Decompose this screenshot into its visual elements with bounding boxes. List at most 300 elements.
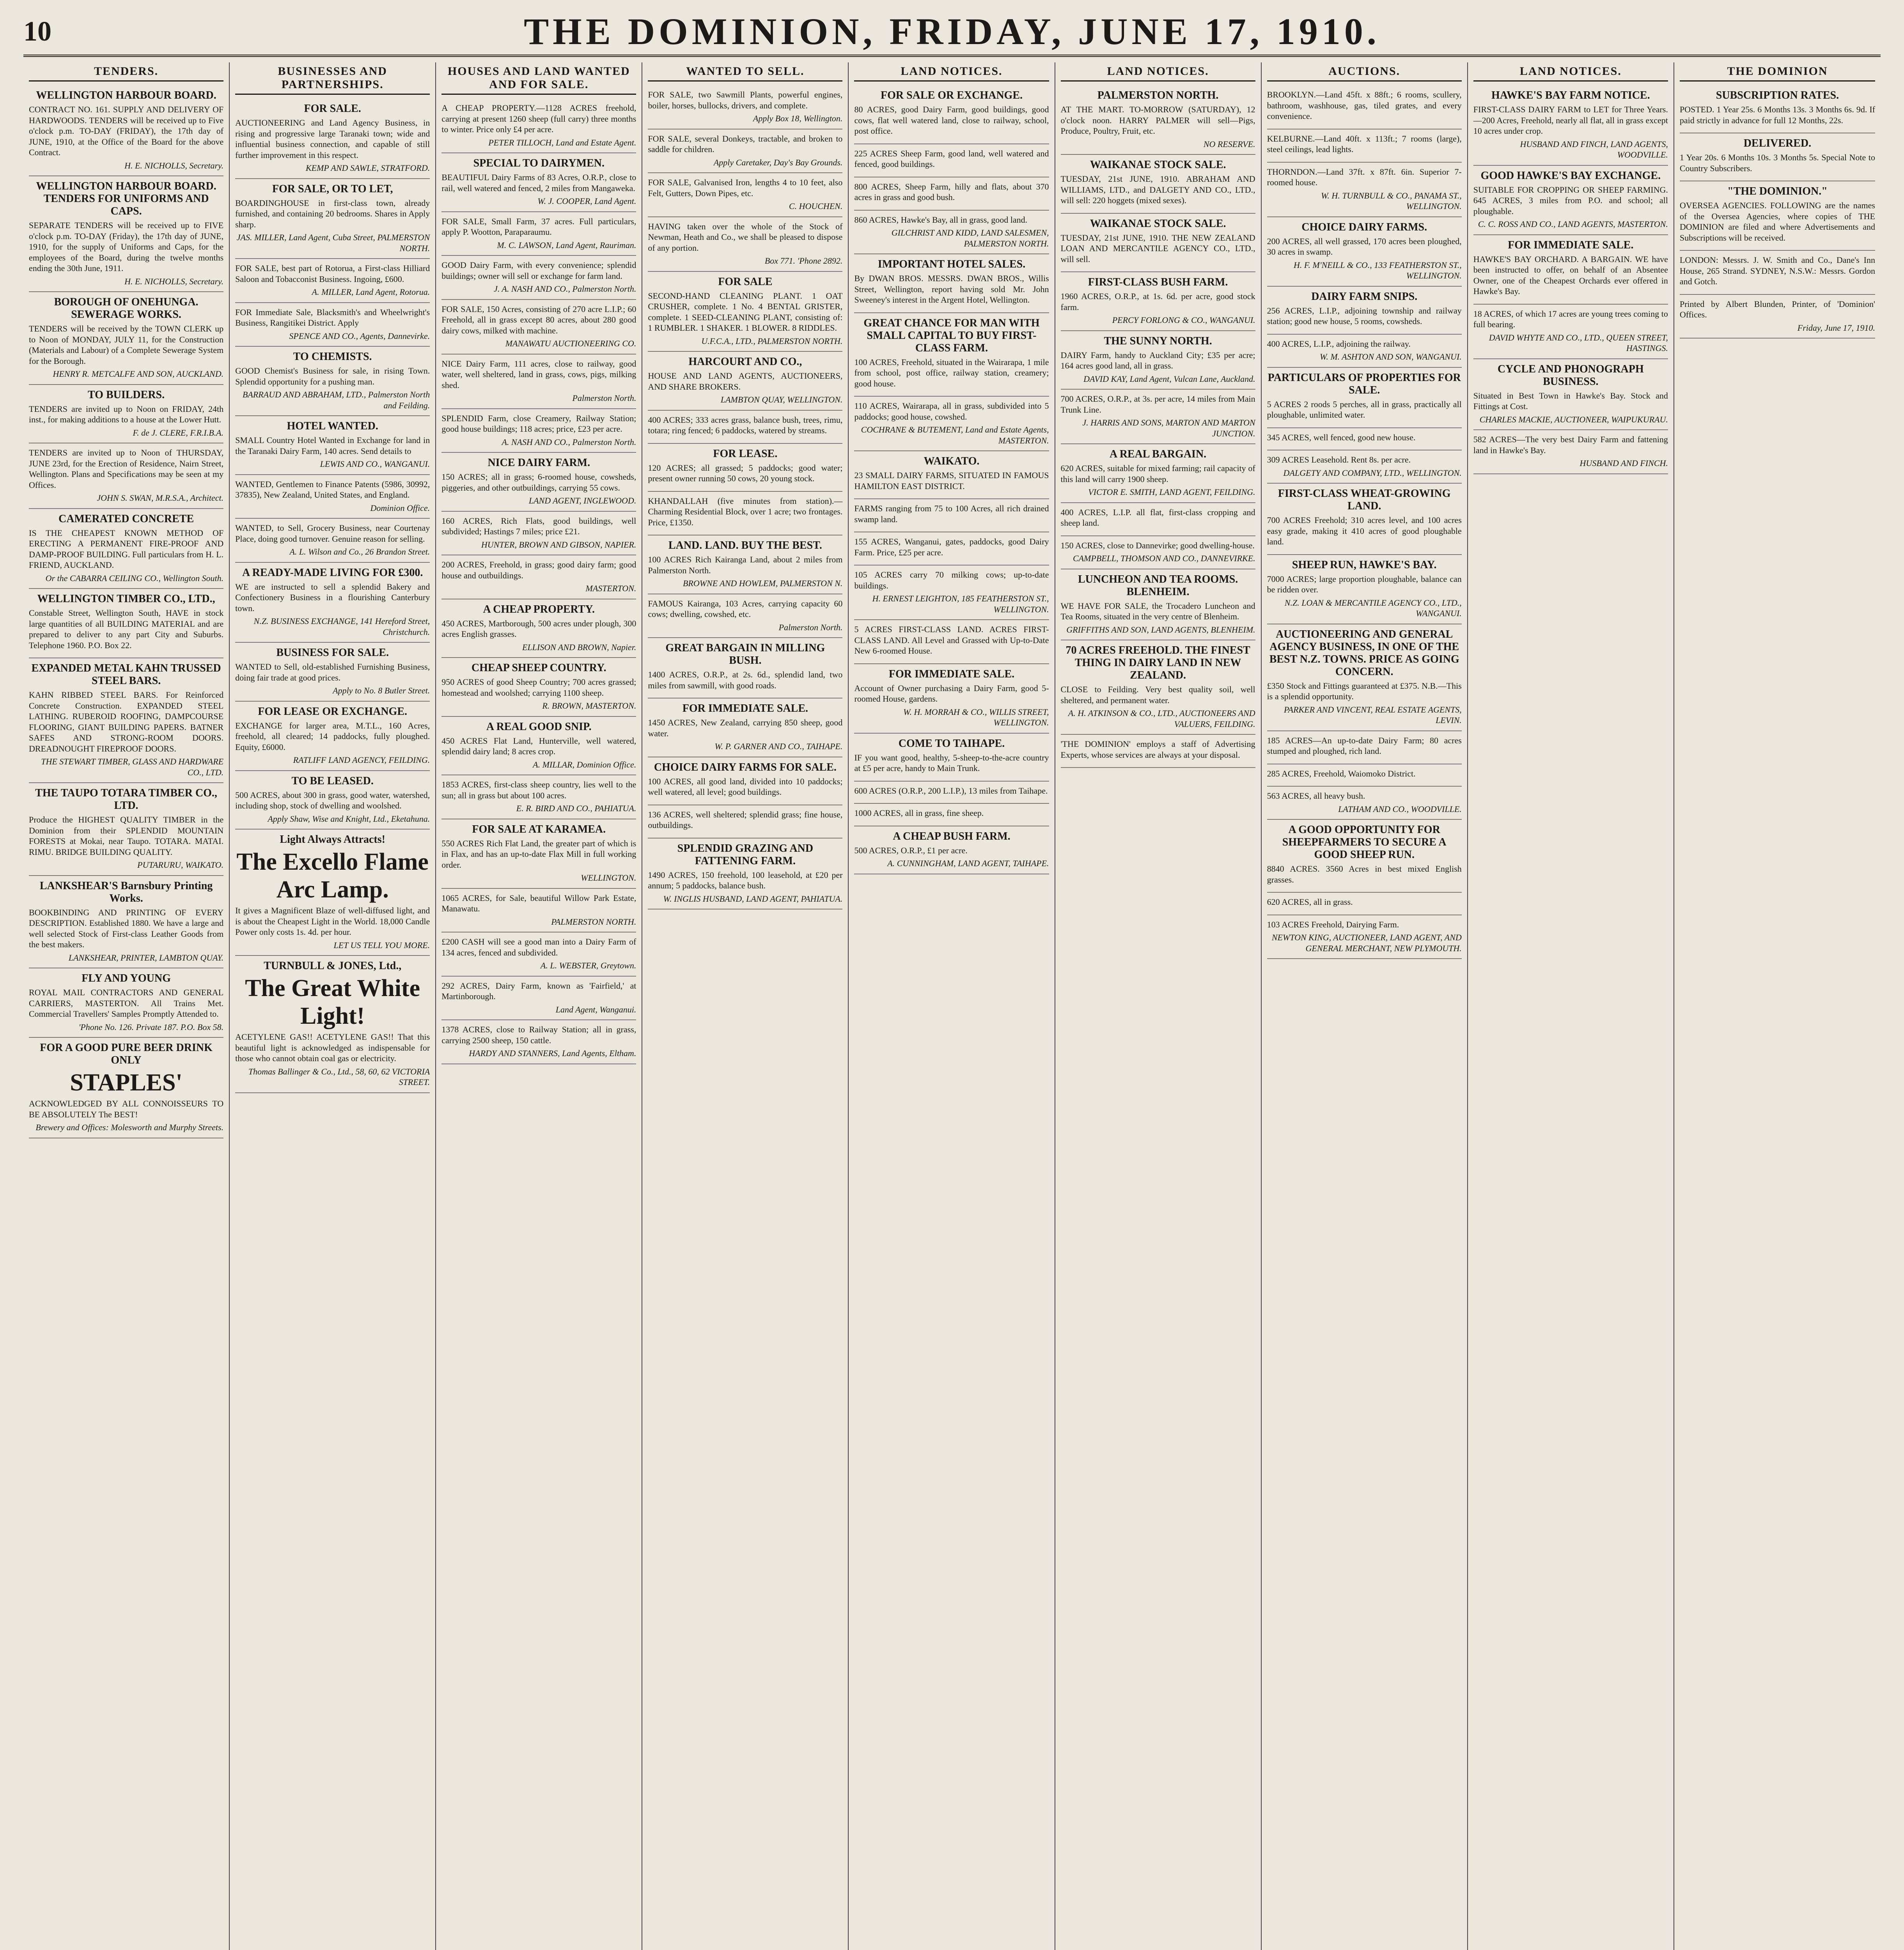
- ad-heading: TO BUILDERS.: [88, 388, 165, 401]
- ad-body: SMALL Country Hotel Wanted in Exchange for land in the Taranaki Dairy Farm, 140 acres. Send details to: [235, 435, 430, 456]
- ad-heading: FIRST-CLASS BUSH FARM.: [1088, 276, 1228, 288]
- advertisement: [1061, 331, 1255, 390]
- ad-body: FOR Immediate Sale, Blacksmith's and Wheelwright's Business, Rangitikei District. Apply: [235, 307, 430, 328]
- ad-signature: W. H. TURNBULL & CO., PANAMA ST., WELLINGTON.: [1321, 190, 1462, 211]
- ad-body: FOR SALE, Small Farm, 37 acres. Full particulars, apply P. Wootton, Paraparaumu.: [441, 216, 636, 237]
- ad-signature: W. P. GARNER AND CO., TAIHAPE.: [714, 741, 843, 751]
- ad-body: EXCHANGE for larger area, M.T.L., 160 Acres, freehold, all cleared; 14 paddocks, fully ploughed. Equity, £6000.: [235, 720, 430, 752]
- ad-heading: FOR A GOOD PURE BEER DRINK ONLY: [40, 1042, 213, 1066]
- ad-body: 155 ACRES, Wanganui, gates, paddocks, good Dairy Farm. Price, £25 per acre.: [854, 537, 1049, 557]
- ad-body: 150 ACRES, close to Dannevirke; good dwelling-house.: [1060, 540, 1255, 550]
- ad-heading: LUNCHEON AND TEA ROOMS. BLENHEIM.: [1078, 573, 1238, 598]
- ad-signature: Apply Box 18, Wellington.: [753, 113, 843, 123]
- advertisement: [854, 177, 1049, 211]
- ad-body: SECOND-HAND CLEANING PLANT. 1 OAT CRUSHER, complete. 1 No. 4 BENTAL GRISTER, complete. 1 SEED-CLEANING PLANT, consisting of: 1 RUMBLER. 1 SHAKER. 1 BLOWER. 8 RIDDLES.: [648, 291, 843, 333]
- advertisement: [29, 783, 223, 876]
- ad-heading: CHOICE DAIRY FARMS.: [1301, 221, 1427, 233]
- advertisement: [1267, 893, 1462, 915]
- ad-body: 8840 ACRES. 3560 Acres in best mixed English grasses.: [1267, 864, 1462, 885]
- ad-signature: NEWTON KING, AUCTIONEER, LAND AGENT, AND GENERAL MERCHANT, NEW PLYMOUTH.: [1271, 932, 1462, 953]
- advertisement: [854, 451, 1049, 499]
- ad-signature: Apply Shaw, Wise and Knight, Ltd., Eketahuna.: [268, 814, 430, 824]
- ad-signature: A. MILLAR, Dominion Office.: [533, 759, 636, 769]
- ad-body: 400 ACRES, L.I.P. all flat, first-class cropping and sheep land.: [1060, 507, 1255, 528]
- advertisement: [235, 771, 430, 830]
- ad-heading: FLY AND YOUNG: [82, 972, 171, 984]
- ad-signature: Brewery and Offices: Molesworth and Murphy Streets.: [35, 1122, 224, 1132]
- column-heading: THE DOMINION: [1680, 62, 1875, 82]
- ad-signature: COCHRANE & BUTEMENT, Land and Estate Agents, MASTERTON.: [861, 425, 1049, 445]
- advertisement: [235, 519, 430, 563]
- ad-signature: Or the CABARRA CEILING CO., Wellington South.: [45, 573, 224, 583]
- ad-heading: THE TAUPO TOTARA TIMBER CO., LTD.: [35, 787, 217, 812]
- ad-body: Produce the HIGHEST QUALITY TIMBER in the Dominion from their SPLENDID MOUNTAIN FORESTS at Mokai, near Taupo. TOTARA. MATAI. RIMU. BRIDGE BUILDING QUALITY.: [29, 815, 224, 857]
- ad-heading: LANKSHEAR'S Barnsbury Printing Works.: [39, 879, 213, 904]
- ad-heading: Light Always Attracts!: [280, 833, 385, 846]
- advertisement: [648, 352, 842, 411]
- ad-signature: Thomas Ballinger & Co., Ltd., 58, 60, 62 VICTORIA STREET.: [248, 1066, 430, 1087]
- ad-body: ACETYLENE GAS!! ACETYLENE GAS!! That this beautiful light is acknowledged as indispensable for those who cannot obtain coal gas or electricity.: [235, 1032, 430, 1063]
- ad-body: BROOKLYN.—Land 45ft. x 88ft.; 6 rooms, scullery, bathroom, washhouse, gas, tiled grates, and every convenience.: [1267, 90, 1462, 121]
- masthead: [23, 8, 1881, 57]
- ad-heading: IMPORTANT HOTEL SALES.: [878, 258, 1026, 270]
- ad-signature: W. H. MORRAH & CO., WILLIS STREET, WELLINGTON.: [903, 707, 1049, 727]
- ad-signature: PARKER AND VINCENT, REAL ESTATE AGENTS, LEVIN.: [1284, 704, 1462, 725]
- ad-heading: SUBSCRIPTION RATES.: [1716, 89, 1839, 101]
- ad-body: 500 ACRES, about 300 in grass, good water, watershed, including shop, stock of dwelling and woolshed.: [235, 790, 430, 810]
- advertisement: [1061, 390, 1255, 444]
- ad-heading: A READY-MADE LIVING FOR £300.: [242, 566, 423, 579]
- advertisement: [1267, 555, 1462, 624]
- advertisement: [1061, 640, 1255, 735]
- ad-signature: BROWNE AND HOWLEM, PALMERSTON N.: [683, 578, 843, 588]
- advertisement: [441, 453, 636, 512]
- advertisement: [1680, 181, 1875, 251]
- advertisement: [29, 85, 223, 176]
- ad-signature: LAND AGENT, INGLEWOOD.: [528, 496, 636, 505]
- ad-body: HAWKE'S BAY ORCHARD. A BARGAIN. WE have been instructed to offer, on behalf of an Absentee Owner, one of the Cheapest Orchards ever offered in Hawke's Bay.: [1473, 254, 1668, 296]
- ad-signature: A. CUNNINGHAM, LAND AGENT, TAIHAPE.: [887, 858, 1049, 868]
- ad-signature: W. INGLIS HUSBAND, LAND AGENT, PAHIATUA.: [663, 893, 843, 904]
- ad-body: By DWAN BROS. MESSRS. DWAN BROS., Willis Street, Wellington, report having sold Mr. John Sweeney's interest in the Argent Hotel, Wellington.: [854, 273, 1049, 305]
- advertisement: [648, 173, 842, 217]
- ad-signature: Palmerston North.: [572, 393, 636, 403]
- ad-body: WE are instructed to sell a splendid Bakery and Confectionery Business in a flourishing Canterbury town.: [235, 581, 430, 613]
- ad-body: 450 ACRES, Martborough, 500 acres under plough, 300 acres English grasses.: [441, 618, 636, 639]
- ad-body: Account of Owner purchasing a Dairy Farm, good 5-roomed House, gardens.: [854, 683, 1049, 704]
- ad-body: 105 ACRES carry 70 milking cows; up-to-date buildings.: [854, 570, 1049, 590]
- advertisement: [854, 85, 1049, 144]
- advertisement: [1473, 85, 1668, 166]
- ad-heading: CYCLE AND PHONOGRAPH BUSINESS.: [1497, 363, 1644, 388]
- advertisement: [648, 411, 842, 444]
- advertisement: [29, 1038, 223, 1138]
- ad-signature: H. F. M'NEILL & CO., 133 FEATHERSTON ST., WELLINGTON.: [1294, 260, 1462, 280]
- advertisement: [441, 300, 636, 355]
- ad-heading: PALMERSTON NORTH.: [1097, 89, 1219, 101]
- ad-body: 23 SMALL DAIRY FARMS, SITUATED IN FAMOUS HAMILTON EAST DISTRICT.: [854, 470, 1049, 491]
- ad-body: 103 ACRES Freehold, Dairying Farm.: [1267, 919, 1399, 929]
- ad-body: 185 ACRES—An up-to-date Dairy Farm; 80 acres stumped and ploughed, rich land.: [1267, 735, 1462, 756]
- ad-body: HOUSE AND LAND AGENTS, AUCTIONEERS, AND SHARE BROKERS.: [648, 371, 843, 392]
- ad-signature: H. E. NICHOLLS, Secretary.: [124, 276, 224, 286]
- ad-signature: LATHAM AND CO., WOODVILLE.: [1338, 804, 1462, 814]
- advertisement: [29, 292, 223, 385]
- ad-heading: LAND. LAND. BUY THE BEST.: [668, 539, 822, 551]
- ad-signature: LANKSHEAR, PRINTER, LAMBTON QUAY.: [68, 952, 224, 963]
- ad-signature: J. A. NASH AND CO., Palmerston North.: [494, 284, 636, 294]
- advertisement: [235, 416, 430, 475]
- advertisement: [441, 775, 636, 819]
- ad-body: WANTED, Gentlemen to Finance Patents (5986, 30992, 37835), New Zealand, United States, and England.: [235, 479, 430, 500]
- ad-body: £200 CASH will see a good man into a Dairy Farm of 134 acres, fenced and subdivided.: [441, 937, 636, 957]
- ad-body: 200 ACRES, all well grassed, 170 acres been ploughed, 30 acres in swamp.: [1267, 236, 1462, 257]
- advertisement: [1473, 235, 1668, 305]
- column-6: [1055, 62, 1262, 1950]
- ad-heading: A CHEAP PROPERTY.: [483, 603, 595, 615]
- advertisement: [1267, 820, 1462, 893]
- ad-heading: WAIKANAE STOCK SALE.: [1090, 217, 1226, 230]
- ad-heading: HOTEL WANTED.: [287, 420, 378, 432]
- ad-signature: DAVID WHYTE AND CO., LTD., QUEEN STREET, HASTINGS.: [1489, 332, 1668, 353]
- ad-signature: HENRY R. METCALFE AND SON, AUCKLAND.: [53, 369, 224, 379]
- advertisement: [29, 876, 223, 969]
- ad-heading: WELLINGTON HARBOUR BOARD.: [36, 89, 216, 101]
- column-1: [23, 62, 230, 1950]
- advertisement: [854, 144, 1049, 177]
- ad-heading: A REAL BARGAIN.: [1110, 448, 1207, 460]
- ad-body: BOOKBINDING AND PRINTING OF EVERY DESCRIPTION. Established 1880. We have a large and well selected Stock of First-class Leather Goods from the best makers.: [29, 907, 224, 949]
- ad-body: TENDERS are invited up to Noon of THURSDAY, JUNE 23rd, for the Erection of Residence, Nairn Street, Wellington. Plans and Specifications may be seen at my Offices.: [29, 448, 224, 490]
- advertisement: [235, 99, 430, 179]
- ad-body: 80 ACRES, good Dairy Farm, good buildings, good cows, flat well watered land, close to railway, school, post office.: [854, 105, 1049, 136]
- ad-signature: R. BROWN, MASTERTON.: [542, 701, 636, 711]
- ad-heading: "THE DOMINION.": [1727, 185, 1828, 197]
- advertisement: [854, 620, 1049, 664]
- ad-body: OVERSEA AGENCIES. FOLLOWING are the names of the Oversea Agencies, where copies of THE DOMINION are filed and where Advertisements and Subscriptions will be received.: [1679, 200, 1875, 243]
- ad-signature: SPENCE AND CO., Agents, Dannevirke.: [289, 331, 430, 341]
- advertisement: [235, 303, 430, 347]
- column-2: [230, 62, 436, 1950]
- ad-body: TENDERS are invited up to Noon on FRIDAY, 24th inst., for making additions to a house at the Lower Hutt.: [29, 404, 224, 424]
- advertisement: [1061, 85, 1255, 155]
- ad-body: FOR SALE, Galvanised Iron, lengths 4 to 10 feet, also Felt, Gutters, Down Pipes, etc.: [648, 177, 843, 198]
- ad-heading: FOR IMMEDIATE SALE.: [888, 668, 1015, 680]
- ad-body: BEAUTIFUL Dairy Farms of 83 Acres, O.R.P., close to rail, well watered and fenced, 2 miles from Mangaweka.: [441, 172, 636, 193]
- advertisement: [441, 355, 636, 409]
- ad-heading: GOOD HAWKE'S BAY EXCHANGE.: [1480, 169, 1661, 182]
- ad-signature: HUSBAND AND FINCH, LAND AGENTS, WOODVILLE.: [1520, 139, 1668, 160]
- ad-body: 285 ACRES, Freehold, Waiomoko District.: [1267, 768, 1416, 778]
- advertisement: [648, 129, 842, 174]
- ad-heading: FOR SALE AT KARAMEA.: [472, 823, 606, 835]
- column-grid: [23, 62, 1881, 1950]
- ad-heading: WELLINGTON TIMBER CO., LTD.,: [37, 593, 215, 605]
- ad-body: 18 ACRES, of which 17 acres are young trees coming to full bearing.: [1473, 308, 1668, 329]
- column-heading: TENDERS.: [29, 62, 223, 82]
- advertisement: [648, 838, 842, 910]
- ad-signature: THE STEWART TIMBER, GLASS AND HARDWARE CO., LTD.: [41, 757, 224, 777]
- ad-body: 120 ACRES; all grassed; 5 paddocks; good water; present owner running 50 cows, 20 young stock.: [648, 463, 843, 483]
- advertisement: [235, 179, 430, 259]
- ad-heading: A CHEAP BUSH FARM.: [893, 830, 1011, 842]
- advertisement: [441, 599, 636, 658]
- column-heading: LAND NOTICES.: [854, 62, 1049, 82]
- ad-body: AT THE MART. TO-MORROW (SATURDAY), 12 o'clock noon. HARRY PALMER will sell—Pigs, Produce, Poultry, Fruit, etc.: [1060, 105, 1255, 136]
- advertisement: [854, 313, 1049, 397]
- ad-signature: DAVID KAY, Land Agent, Vulcan Lane, Auckland.: [1083, 374, 1255, 384]
- ad-heading: CHEAP SHEEP COUNTRY.: [471, 662, 606, 674]
- advertisement: [441, 658, 636, 717]
- page-number: 10: [23, 15, 51, 47]
- ad-signature: GILCHRIST AND KIDD, LAND SALESMEN, PALMERSTON NORTH.: [891, 228, 1049, 248]
- ad-signature: JOHN S. SWAN, M.R.S.A., Architect.: [97, 493, 224, 503]
- ad-signature: PERCY FORLONG & CO., WANGANUI.: [1112, 315, 1255, 325]
- ad-signature: DALGETY AND COMPANY, LTD., WELLINGTON.: [1283, 468, 1462, 478]
- ad-body: 620 ACRES, suitable for mixed farming; rail capacity of this land will carry 1900 sheep.: [1060, 463, 1255, 484]
- ad-body: 800 ACRES, Sheep Farm, hilly and flats, about 370 acres in grass and good bush.: [854, 181, 1049, 202]
- ad-heading: WAIKATO.: [924, 455, 980, 467]
- ad-heading: FOR IMMEDIATE SALE.: [682, 702, 808, 714]
- ad-body: GOOD Chemist's Business for sale, in rising Town. Splendid opportunity for a pushing man.: [235, 366, 430, 386]
- advertisement: [1473, 430, 1668, 474]
- ad-heading: HAWKE'S BAY FARM NOTICE.: [1491, 89, 1650, 101]
- ad-body: TUESDAY, 21st JUNE, 1910. ABRAHAM AND WILLIAMS, LTD., and DALGETY AND CO., LTD., will sell: 220 hoggets (mixed sexes).: [1060, 174, 1255, 205]
- advertisement: [235, 643, 430, 702]
- ad-signature: A. H. ATKINSON & CO., LTD., AUCTIONEERS AND VALUERS, FEILDING.: [1068, 708, 1255, 729]
- advertisement: [1680, 251, 1875, 295]
- advertisement: [648, 535, 842, 594]
- ad-body: 309 ACRES Leasehold. Rent 8s. per acre.: [1267, 455, 1411, 464]
- ad-body: Constable Street, Wellington South, HAVE in stock large quantities of all BUILDING MATERIAL and are prepared to deliver to any part City and Suburbs. Telephone 1960. P.O. Box 22.: [29, 608, 224, 650]
- ad-signature: Dominion Office.: [370, 503, 430, 513]
- ad-body: LONDON: Messrs. J. W. Smith and Co., Dane's Inn House, 265 Strand. SYDNEY, N.S.W.: Messrs. Gordon and Gotch.: [1679, 255, 1875, 286]
- advertisement: [441, 512, 636, 556]
- ad-body: TENDERS will be received by the TOWN CLERK up to Noon of MONDAY, JULY 11, for the Construction (Materials and Labour) of a Complete Sewerage System for the Borough.: [29, 324, 224, 366]
- ad-body: KELBURNE.—Land 40ft. x 113ft.; 7 rooms (large), steel ceilings, lead lights.: [1267, 133, 1462, 154]
- column-3: [436, 62, 642, 1950]
- ad-body: 100 ACRES Rich Kairanga Land, about 2 miles from Palmerston North.: [648, 555, 843, 575]
- ad-heading: FOR SALE.: [304, 103, 361, 115]
- ad-body: ACKNOWLEDGED BY ALL CONNOISSEURS TO BE ABSOLUTELY The BEST!: [29, 1099, 224, 1119]
- ad-signature: LEWIS AND CO., WANGANUI.: [320, 459, 430, 469]
- ad-body: FOR SALE, two Sawmill Plants, powerful engines, boiler, horses, bullocks, drivers, and complete.: [648, 90, 843, 110]
- ad-body: 'THE DOMINION' employs a staff of Advertising Experts, whose services are always at your disposal.: [1060, 739, 1255, 760]
- ad-body: 582 ACRES—The very best Dairy Farm and fattening land in Hawke's Bay.: [1473, 434, 1668, 455]
- advertisement: [1267, 764, 1462, 787]
- ad-body: 1490 ACRES, 150 freehold, 100 leasehold, at £20 per annum; 5 paddocks, balance bush.: [648, 870, 843, 890]
- ad-body: SUITABLE FOR CROPPING OR SHEEP FARMING. 645 ACRES, 3 miles from P.O. and school; all ploughable.: [1473, 184, 1668, 216]
- ad-body: 1 Year 20s. 6 Months 10s. 3 Months 5s. Special Note to Country Subscribers.: [1679, 152, 1875, 173]
- ad-body: 1400 ACRES, O.R.P., at 2s. 6d., splendid land, two miles from sawmill, with good roads.: [648, 670, 843, 690]
- ad-signature: HUSBAND AND FINCH.: [1580, 458, 1668, 468]
- advertisement: [648, 594, 842, 638]
- advertisement: [29, 658, 223, 783]
- ad-body: 200 ACRES, Freehold, in grass; good dairy farm; good house and outbuildings.: [441, 560, 636, 580]
- ad-heading: FIRST-CLASS WHEAT-GROWING LAND.: [1278, 488, 1451, 512]
- ad-signature: F. de J. CLERE, F.R.I.B.A.: [133, 427, 224, 438]
- ad-body: 400 ACRES, L.I.P., adjoining the railway.: [1267, 339, 1411, 349]
- ad-signature: A. MILLER, Land Agent, Rotorua.: [312, 287, 430, 297]
- advertisement: [235, 259, 430, 303]
- advertisement: [648, 638, 842, 698]
- ad-body: WANTED, to Sell, Grocery Business, near Courtenay Place, doing good turnover. Genuine reason for selling.: [235, 523, 430, 544]
- ad-body: 345 ACRES, well fenced, good new house.: [1267, 432, 1416, 442]
- ad-body: IF you want good, healthy, 5-sheep-to-the-acre country at £5 per acre, handy to Main Trunk.: [854, 752, 1049, 773]
- advertisement: [235, 702, 430, 771]
- ad-signature: U.F.C.A., LTD., PALMERSTON NORTH.: [701, 336, 843, 346]
- advertisement: [29, 589, 223, 658]
- advertisement: [648, 805, 842, 838]
- ad-body: Situated in Best Town in Hawke's Bay. Stock and Fittings at Cost.: [1473, 390, 1668, 411]
- ad-body: 292 ACRES, Dairy Farm, known as 'Fairfield,' at Martinborough.: [441, 980, 636, 1001]
- ad-body: WANTED to Sell, old-established Furnishing Business, doing fair trade at good prices.: [235, 662, 430, 682]
- ad-body: 5 ACRES FIRST-CLASS LAND. ACRES FIRST-CLASS LAND. All Level and Grassed with Up-to-Date New 6-roomed House.: [854, 624, 1049, 656]
- advertisement: [1061, 503, 1255, 536]
- ad-body: TUESDAY, 21st JUNE, 1910. THE NEW ZEALAND LOAN AND MERCANTILE AGENCY CO., LTD., will sell.: [1060, 232, 1255, 264]
- ad-body: FOR SALE, 150 Acres, consisting of 270 acre L.I.P.; 60 Freehold, all in grass except 80 acres, about 280 good dairy cows, milked with machine.: [441, 304, 636, 335]
- column-heading: BUSINESSES AND PARTNERSHIPS.: [235, 62, 430, 95]
- ad-body: NICE Dairy Farm, 111 acres, close to railway, good water, well sheltered, land in grass, cows, pigs, milking shed.: [441, 358, 636, 390]
- advertisement: [1267, 163, 1462, 217]
- ad-body: SEPARATE TENDERS will be received up to FIVE o'clock p.m. TO-DAY (Friday), the 17th day of JUNE, 1910, for the supply of Uniforms and Caps, for the employees of the Board, during the twelve months ending the 30th June, 1911.: [29, 220, 224, 273]
- ad-body: 620 ACRES, all in grass.: [1267, 897, 1353, 907]
- ad-body: KHANDALLAH (five minutes from station).—Charming Residential Block, over 1 acre; two frontages. Price, £1350.: [648, 496, 843, 527]
- ad-body: ROYAL MAIL CONTRACTORS AND GENERAL CARRIERS, MASTERTON. All Trains Met. Commercial Travellers' Samples Promptly Attended to.: [29, 987, 224, 1019]
- ad-signature: W. J. COOPER, Land Agent.: [537, 196, 636, 206]
- ad-body: It gives a Magnificent Blaze of well-diffused light, and is about the Cheapest Light in the World. 18,000 Candle Power only costs 1s. 4d. per hour.: [235, 906, 430, 937]
- ad-body: £350 Stock and Fittings guaranteed at £375. N.B.—This is a splendid opportunity.: [1267, 681, 1462, 701]
- ad-body: FAMOUS Kairanga, 103 Acres, carrying capacity 60 cows; dwelling, cowshed, etc.: [648, 598, 843, 619]
- ad-body: GOOD Dairy Farm, with every convenience; splendid buildings; owner will sell or exchange for farm land.: [441, 260, 636, 281]
- column-heading: WANTED TO SELL.: [648, 62, 842, 82]
- advertisement: [235, 475, 430, 519]
- ad-signature: KEMP AND SAWLE, STRATFORD.: [305, 163, 430, 173]
- advertisement: [1061, 536, 1255, 569]
- ad-signature: BARRAUD AND ABRAHAM, LTD., Palmerston North and Feilding.: [242, 390, 430, 410]
- ad-signature: PALMERSTON NORTH.: [551, 916, 636, 927]
- ad-body: 1000 ACRES, all in grass, fine sheep.: [854, 808, 984, 818]
- advertisement: [29, 443, 223, 509]
- ad-heading: EXPANDED METAL KAHN TRUSSED STEEL BARS.: [31, 662, 221, 687]
- ad-heading: WAIKANAE STOCK SALE.: [1090, 159, 1226, 171]
- ad-body: 110 ACRES, Wairarapa, all in grass, subdivided into 5 paddocks; good house, cowshed.: [854, 401, 1049, 422]
- ad-heading: COME TO TAIHAPE.: [898, 737, 1005, 750]
- advertisement: [1267, 368, 1462, 428]
- ad-signature: Box 771. 'Phone 2892.: [764, 256, 843, 266]
- advertisement: [854, 782, 1049, 804]
- ad-heading: GREAT BARGAIN IN MILLING BUSH.: [665, 642, 825, 667]
- column-4: [642, 62, 849, 1950]
- advertisement: [441, 555, 636, 599]
- advertisement: [854, 664, 1049, 734]
- column-7: [1262, 62, 1468, 1950]
- column-9: [1674, 62, 1881, 1950]
- advertisement: [1267, 129, 1462, 163]
- ad-signature: MASTERTON.: [585, 583, 636, 593]
- ad-signature: E. R. BIRD AND CO., PAHIATUA.: [516, 803, 636, 813]
- ad-signature: Apply Caretaker, Day's Bay Grounds.: [713, 157, 843, 167]
- ad-signature: H. E. NICHOLLS, Secretary.: [124, 160, 224, 170]
- ad-body: Printed by Albert Blunden, Printer, of 'Dominion' Offices.: [1679, 299, 1875, 319]
- advertisement: [441, 1020, 636, 1064]
- advertisement: [235, 956, 430, 1093]
- ad-signature: A. NASH AND CO., Palmerston North.: [502, 437, 636, 447]
- ad-body: 7000 ACRES; large proportion ploughable, balance can be ridden over.: [1267, 574, 1462, 594]
- column-heading: AUCTIONS.: [1267, 62, 1462, 82]
- ad-body: IS THE CHEAPEST KNOWN METHOD OF ERECTING A PERMANENT FIRE-PROOF AND DAMP-PROOF BUILDING. Full particulars from H. L. FRIEND, AUCKLAND.: [29, 528, 224, 570]
- ad-signature: HUNTER, BROWN AND GIBSON, NAPIER.: [481, 539, 636, 550]
- advertisement: [1473, 305, 1668, 359]
- ad-signature: Land Agent, Wanganui.: [555, 1004, 636, 1014]
- ad-signature: CHARLES MACKIE, AUCTIONEER, WAIPUKURAU.: [1479, 414, 1668, 424]
- advertisement: [1680, 133, 1875, 181]
- ad-body: 563 ACRES, all heavy bush.: [1267, 791, 1365, 801]
- ad-heading: DELIVERED.: [1743, 137, 1812, 149]
- ad-signature: LET US TELL YOU MORE.: [333, 940, 430, 950]
- ad-body: 225 ACRES Sheep Farm, good land, well watered and fenced, good buildings.: [854, 148, 1049, 169]
- advertisement: [854, 734, 1049, 782]
- ad-signature: C. HOUCHEN.: [789, 201, 843, 211]
- advertisement: [441, 932, 636, 977]
- advertisement: [1473, 359, 1668, 431]
- ad-heading: FOR LEASE OR EXCHANGE.: [258, 705, 408, 718]
- ad-heading: CHOICE DAIRY FARMS FOR SALE.: [654, 761, 837, 773]
- ad-body: 256 ACRES, L.I.P., adjoining township and railway station; good new house, 5 rooms, cowsheds.: [1267, 305, 1462, 326]
- ad-body: POSTED. 1 Year 25s. 6 Months 13s. 3 Months 6s. 9d. If paid strictly in advance for full 12 Months, 22s.: [1679, 105, 1875, 125]
- advertisement: [441, 977, 636, 1021]
- advertisement: [235, 563, 430, 643]
- ad-signature: 'Phone No. 126. Private 187. P.O. Box 58.: [78, 1022, 224, 1032]
- ad-signature: WELLINGTON.: [581, 873, 636, 883]
- advertisement: [441, 212, 636, 256]
- advertisement: [648, 444, 842, 492]
- ad-body: 600 ACRES (O.R.P., 200 L.I.P.), 13 miles from Taihape.: [854, 785, 1048, 796]
- ad-body: 1960 ACRES, O.R.P., at 1s. 6d. per acre, good stock farm.: [1060, 291, 1255, 312]
- advertisement: [854, 826, 1049, 874]
- ad-heading: A GOOD OPPORTUNITY FOR SHEEPFARMERS TO SECURE A GOOD SHEEP RUN.: [1282, 824, 1447, 861]
- advertisement: [648, 85, 842, 129]
- advertisement: [1267, 915, 1462, 959]
- advertisement: [29, 509, 223, 589]
- advertisement: [1267, 731, 1462, 764]
- newspaper-title: THE DOMINION, FRIDAY, JUNE 17, 1910.: [524, 10, 1380, 52]
- advertisement: [441, 819, 636, 889]
- column-heading: LAND NOTICES.: [1061, 62, 1255, 82]
- ad-body: 550 ACRES Rich Flat Land, the greater part of which is in Flax, and has an up-to-date Flax Mill in full working order.: [441, 838, 636, 870]
- ad-heading: PARTICULARS OF PROPERTIES FOR SALE.: [1268, 371, 1461, 396]
- ad-heading: FOR LEASE.: [713, 447, 778, 460]
- ad-body: 100 ACRES, all good land, divided into 10 paddocks; well watered, all level; good buildings.: [648, 776, 843, 797]
- ad-body: AUCTIONEERING and Land Agency Business, in rising and progressive large Taranaki town; wide and influential business connection, and capable of still further improvement in this respect.: [235, 118, 430, 160]
- ad-heading: SPECIAL TO DAIRYMEN.: [473, 157, 605, 169]
- advertisement: [441, 717, 636, 776]
- ad-signature: M. C. LAWSON, Land Agent, Rauriman.: [497, 240, 636, 250]
- ad-heading: SHEEP RUN, HAWKE'S BAY.: [1292, 558, 1437, 571]
- ad-signature: Palmerston North.: [778, 622, 843, 632]
- ad-signature: GRIFFITHS AND SON, LAND AGENTS, BLENHEIM.: [1066, 624, 1255, 635]
- ad-heading: TO BE LEASED.: [291, 775, 374, 787]
- ad-signature: CAMPBELL, THOMSON AND CO., DANNEVIRKE.: [1073, 553, 1255, 563]
- ad-heading: AUCTIONEERING AND GENERAL AGENCY BUSINESS, IN ONE OF THE BEST N.Z. TOWNS. PRICE AS GOING CONCERN.: [1269, 628, 1459, 678]
- ad-heading: 70 ACRES FREEHOLD. THE FINEST THING IN DAIRY LAND IN NEW ZEALAND.: [1065, 644, 1250, 681]
- ad-body: 1065 ACRES, for Sale, beautiful Willow Park Estate, Manawatu.: [441, 893, 636, 913]
- ad-body: FIRST-CLASS DAIRY FARM to LET for Three Years.—200 Acres, Freehold, nearly all flat, all in grass except 10 acres under crop.: [1473, 105, 1668, 136]
- advertisement: [1061, 735, 1255, 768]
- advertisement: [854, 211, 1049, 255]
- ad-signature: HARDY AND STANNERS, Land Agents, Eltham.: [469, 1048, 636, 1058]
- ad-body: 450 ACRES Flat Land, Hunterville, well watered, splendid dairy land; 8 acres crop.: [441, 736, 636, 756]
